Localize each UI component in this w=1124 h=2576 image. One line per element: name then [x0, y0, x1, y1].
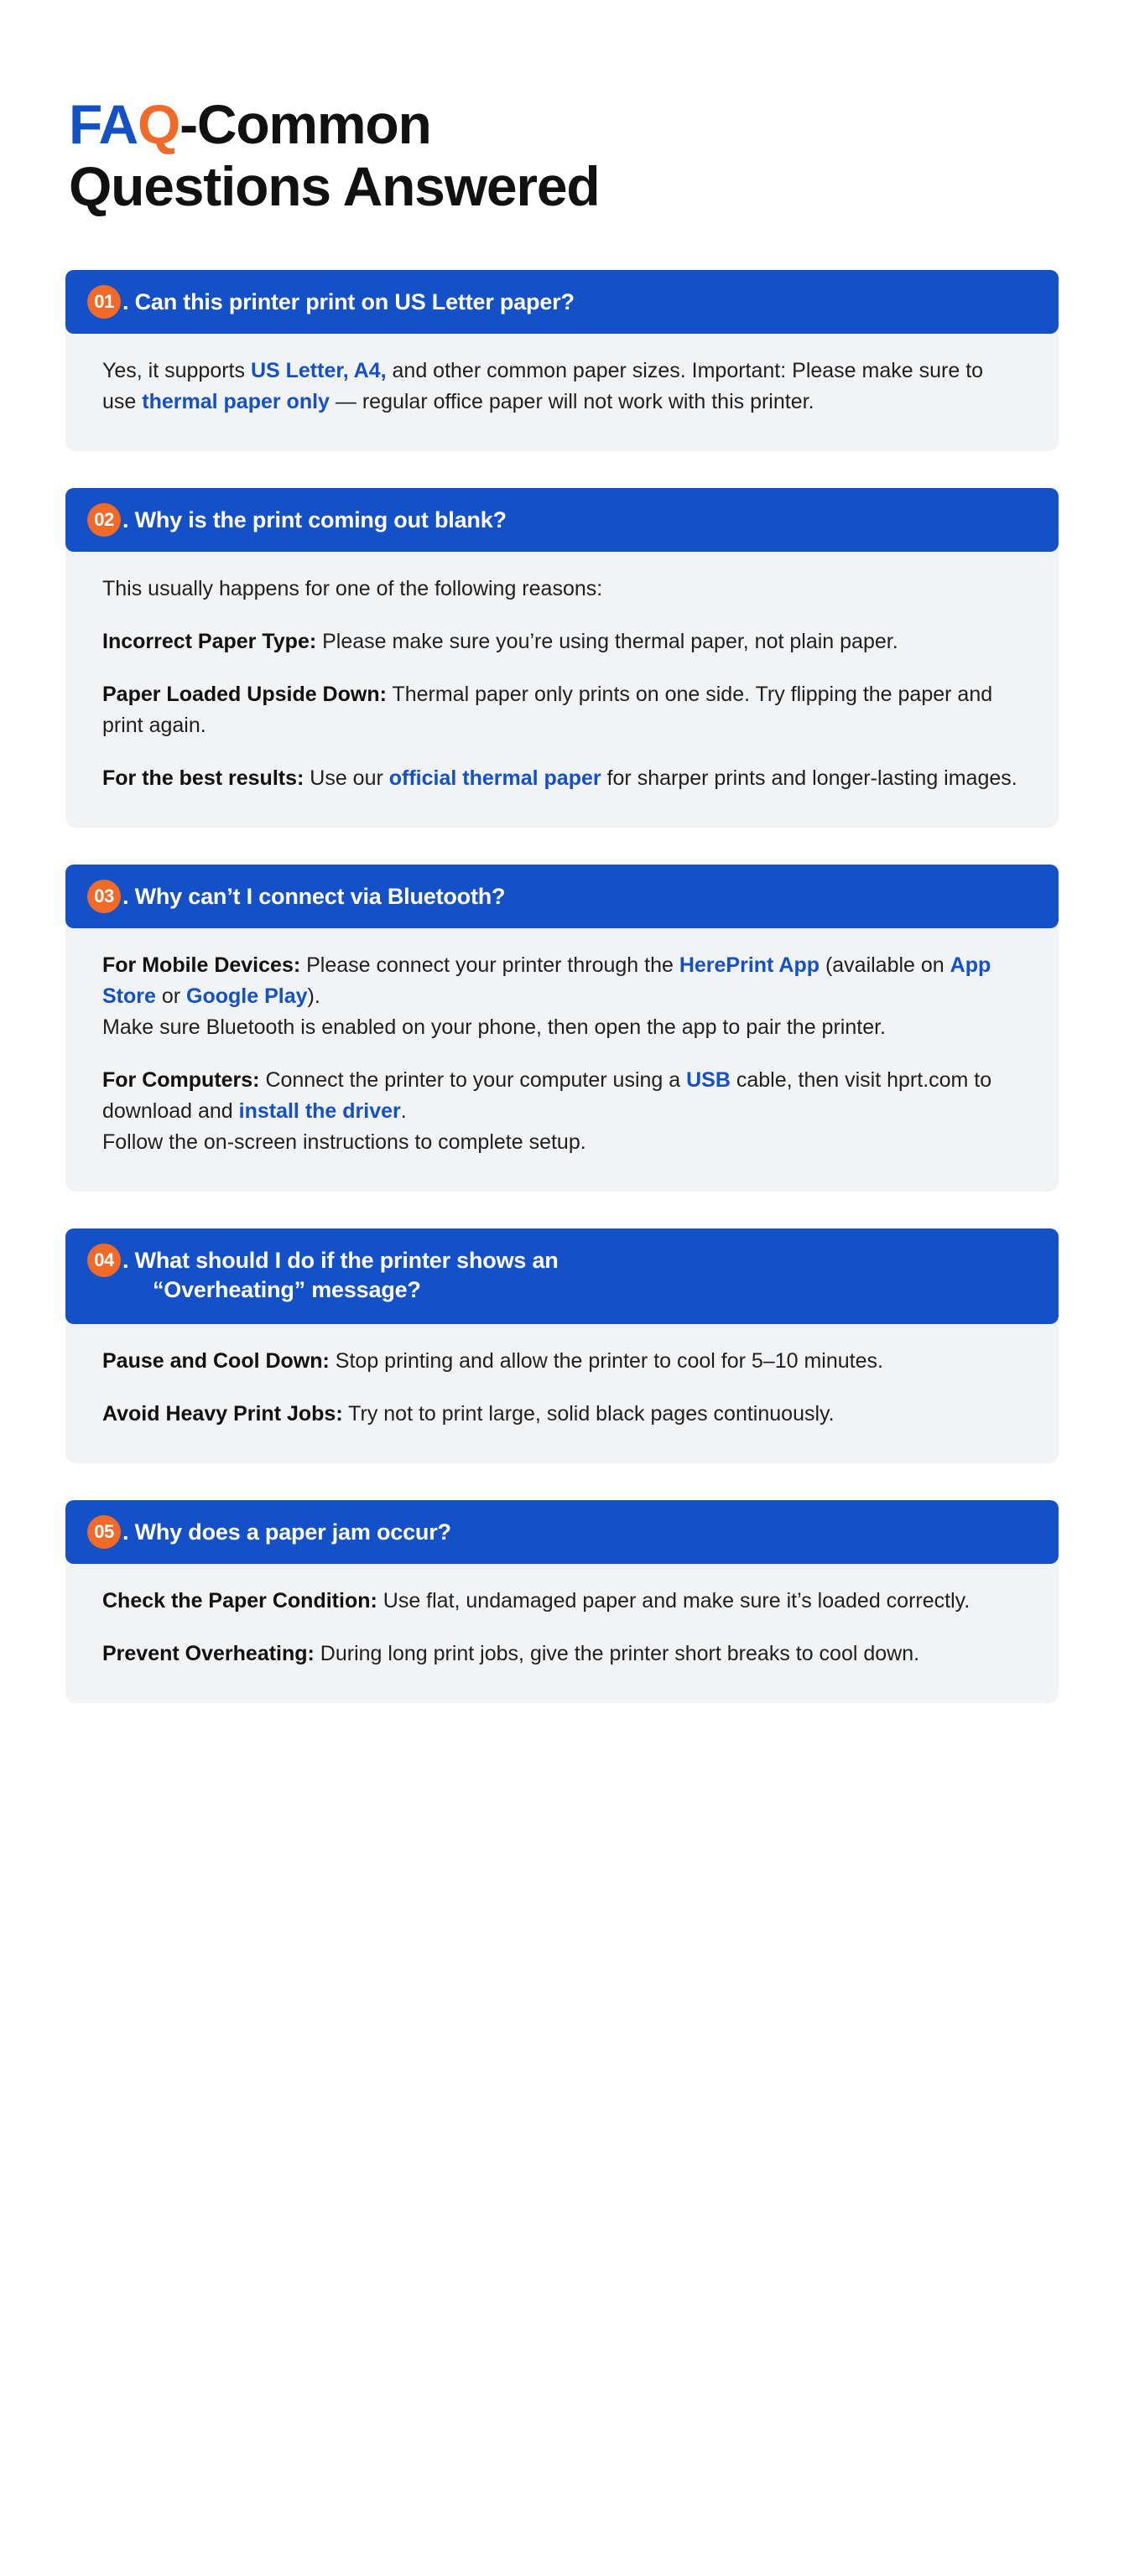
faq-answer-paragraph: Avoid Heavy Print Jobs: Try not to print large, solid black pages continuously.: [102, 1402, 835, 1426]
faq-answer-paragraph: For Mobile Devices: Please connect your printer through the HerePrint App (available on App Store or Google Play). Make sure Bluetooth is enabled on your phone, then open the app to pair the printer.: [102, 953, 991, 1039]
title-fa: FA: [69, 93, 138, 155]
title-rest: -Common: [180, 93, 431, 155]
faq-answer-paragraph: Incorrect Paper Type: Please make sure you’re using thermal paper, not plain paper.: [102, 629, 898, 653]
faq-answer-paragraph: Paper Loaded Upside Down: Thermal paper only prints on one side. Try flipping the paper and print again.: [102, 682, 993, 737]
link-official-thermal-paper[interactable]: official thermal paper: [388, 766, 601, 790]
faq-item: [65, 1500, 1059, 1703]
link-google-play[interactable]: Google Play: [186, 984, 308, 1008]
answer-label-paper-upside-down: Paper Loaded Upside Down:: [102, 682, 387, 706]
answer-label-incorrect-paper-type: Incorrect Paper Type:: [102, 629, 317, 653]
faq-answer-body: [65, 322, 1059, 451]
faq-answer-body: [65, 540, 1059, 828]
answer-label-avoid-heavy-jobs: Avoid Heavy Print Jobs:: [102, 1402, 343, 1426]
link-thermal-paper-only[interactable]: thermal paper only: [142, 389, 330, 413]
faq-answer-paragraph: This usually happens for one of the following reasons:: [102, 576, 603, 600]
title-q: Q: [137, 93, 180, 155]
link-install-driver[interactable]: install the driver: [238, 1098, 401, 1123]
faq-question-text: . Why is the print coming out blank?: [122, 506, 507, 532]
answer-label-best-results: For the best results:: [102, 766, 304, 790]
faq-question-header[interactable]: [65, 865, 1059, 928]
answer-label-prevent-overheating: Prevent Overheating:: [102, 1642, 315, 1666]
faq-question-text: . Why does a paper jam occur?: [122, 1519, 451, 1545]
faq-question-text: . Can this printer print on US Letter paper?: [122, 288, 575, 314]
page-title-line-2: Questions Answered: [69, 154, 600, 217]
faq-question-header[interactable]: [65, 488, 1059, 552]
faq-question-text: . Why can’t I connect via Bluetooth?: [122, 883, 506, 909]
faq-number-badge: 04: [87, 1244, 121, 1277]
faq-answer-paragraph: Prevent Overheating: During long print jobs, give the printer short breaks to cool down.: [102, 1642, 920, 1666]
faq-answer-paragraph: Check the Paper Condition: Use flat, undamaged paper and make sure it’s loaded correctly.: [102, 1589, 970, 1613]
faq-item: [65, 865, 1059, 1192]
faq-question-header[interactable]: [65, 1500, 1059, 1564]
faq-number-badge: 05: [87, 1515, 121, 1549]
link-us-letter-a4[interactable]: US Letter, A4,: [250, 358, 387, 382]
faq-item: [65, 1228, 1059, 1463]
faq-answer-paragraph: For Computers: Connect the printer to your computer using a USB cable, then visit hprt.com to download and install the driver. Follow the on-screen instructions to complete setup.: [102, 1067, 992, 1154]
faq-question-header[interactable]: [65, 270, 1059, 334]
answer-label-mobile-devices: For Mobile Devices:: [102, 953, 301, 977]
faq-answer-paragraph: Yes, it supports US Letter, A4, and other common paper sizes. Important: Please make sure to use thermal paper only — regular office paper will not work with this printer.: [102, 358, 984, 413]
faq-question-line-1: . What should I do if the printer shows an: [122, 1247, 559, 1273]
faq-item: [65, 270, 1059, 451]
answer-label-computers: For Computers:: [102, 1067, 260, 1092]
link-app-store[interactable]: App Store: [102, 953, 991, 1008]
page-title-line-1: [69, 94, 1059, 156]
faq-question-text: [122, 1243, 559, 1306]
faq-answer-paragraph: For the best results: Use our official thermal paper for sharper prints and longer-lasting images.: [102, 766, 1017, 790]
faq-number-badge: 02: [87, 503, 121, 537]
faq-answer-body: [65, 1552, 1059, 1703]
faq-answer-body: [65, 917, 1059, 1192]
faq-number-badge: 01: [87, 285, 121, 319]
link-hereprint-app[interactable]: HerePrint App: [679, 953, 820, 977]
page-title: [69, 94, 1059, 218]
answer-label-pause-cool-down: Pause and Cool Down:: [102, 1349, 330, 1374]
faq-number-badge: 03: [87, 880, 121, 913]
faq-question-header[interactable]: [65, 1228, 1059, 1324]
link-usb[interactable]: USB: [686, 1067, 731, 1092]
answer-label-check-paper-condition: Check the Paper Condition:: [102, 1589, 377, 1613]
faq-item: [65, 488, 1059, 828]
faq-question-line-2: “Overheating” message?: [153, 1277, 421, 1303]
faq-answer-body: [65, 1312, 1059, 1463]
faq-answer-paragraph: Pause and Cool Down: Stop printing and allow the printer to cool for 5–10 minutes.: [102, 1349, 883, 1374]
